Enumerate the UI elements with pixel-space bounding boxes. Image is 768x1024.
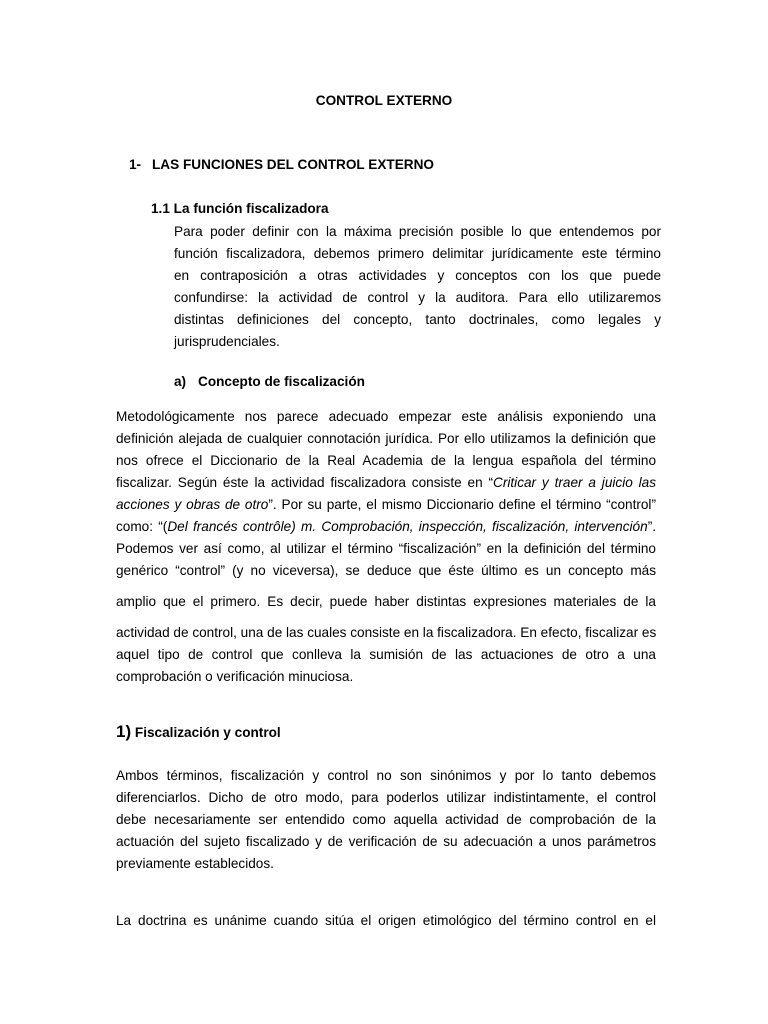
paragraph-line: amplio que el primero. Es decir, puede haber distintas expresiones materiales de la <box>116 594 656 609</box>
paragraph-line: Para poder definir con la máxima precisión posible lo que entendemos por <box>174 224 661 239</box>
subsection-heading: 1.1 La función fiscalizadora <box>151 201 329 216</box>
paragraph-line: en contraposición a otras actividades y conceptos con los que puede <box>174 268 661 283</box>
section-heading <box>129 157 434 172</box>
text-run: como: “( <box>116 519 168 534</box>
italic-quote: Criticar y traer a juicio las <box>493 475 657 490</box>
paragraph-line: nos ofrece el Diccionario de la Real Academia de la lengua española del término <box>116 453 656 468</box>
italic-quote: acciones y obras de otro <box>116 497 269 512</box>
paragraph-line: genérico “control” (y no viceversa), se deduce que éste último es un concepto más <box>116 563 656 578</box>
section2-heading-text: Fiscalización y control <box>134 725 281 740</box>
section-heading-text: LAS FUNCIONES DEL CONTROL EXTERNO <box>152 157 434 172</box>
paragraph-line: diferenciarlos. Dicho de otro modo, para poderlos utilizar indistintamente, el control <box>116 790 656 805</box>
italic-quote: Del francés contrôle) m. Comprobación, inspección, fiscalización, intervención <box>167 519 648 534</box>
paragraph-line: aquel tipo de control que conlleva la sumisión de las actuaciones de otro a una <box>116 647 656 662</box>
paragraph-line: previamente establecidos. <box>116 856 274 871</box>
paragraph-line <box>116 519 656 534</box>
paragraph-line: jurisprudenciales. <box>174 334 280 349</box>
paragraph-line <box>116 475 656 490</box>
paragraph-line: actuación del sujeto fiscalizado y de verificación de su adecuación a unos parámetros <box>116 834 656 849</box>
paragraph-line: confundirse: la actividad de control y la auditora. Para ello utilizaremos <box>174 290 661 305</box>
text-run: ”. Por su parte, el mismo Diccionario define el término “control” <box>268 497 656 512</box>
paragraph-line: La doctrina es unánime cuando sitúa el origen etimológico del término control en el <box>116 913 656 928</box>
section-number: 1- <box>129 157 142 172</box>
document-title: CONTROL EXTERNO <box>315 93 453 108</box>
paragraph-line: Ambos términos, fiscalización y control no son sinónimos y por lo tanto debemos <box>116 768 656 783</box>
paragraph-line: comprobación o verificación minuciosa. <box>116 669 354 684</box>
paragraph-line: Metodológicamente nos parece adecuado empezar este análisis exponiendo una <box>116 409 656 424</box>
section2-number: 1) <box>116 722 132 741</box>
section2-heading <box>116 722 281 742</box>
paragraph-line: distintas definiciones del concepto, tanto doctrinales, como legales y <box>174 312 661 327</box>
concept-heading-text: Concepto de fiscalización <box>198 374 365 389</box>
concept-heading <box>174 374 365 389</box>
text-run: ”. <box>647 519 656 534</box>
concept-number: a) <box>174 374 187 389</box>
paragraph-line: Podemos ver así como, al utilizar el término “fiscalización” en la definición del término <box>116 541 656 556</box>
paragraph-line: función fiscalizadora, debemos primero delimitar jurídicamente este término <box>174 246 661 261</box>
paragraph-line: actividad de control, una de las cuales consiste en la fiscalizadora. En efecto, fiscalizar es <box>116 625 657 640</box>
text-run: fiscalizar. Según éste la actividad fiscalizadora consiste en “ <box>116 475 494 490</box>
paragraph-line <box>116 497 656 512</box>
paragraph-line: definición alejada de cualquier connotación jurídica. Por ello utilizamos la definición que <box>116 431 656 446</box>
paragraph-line: debe necesariamente ser entendido como aquella actividad de comprobación de la <box>116 812 656 827</box>
